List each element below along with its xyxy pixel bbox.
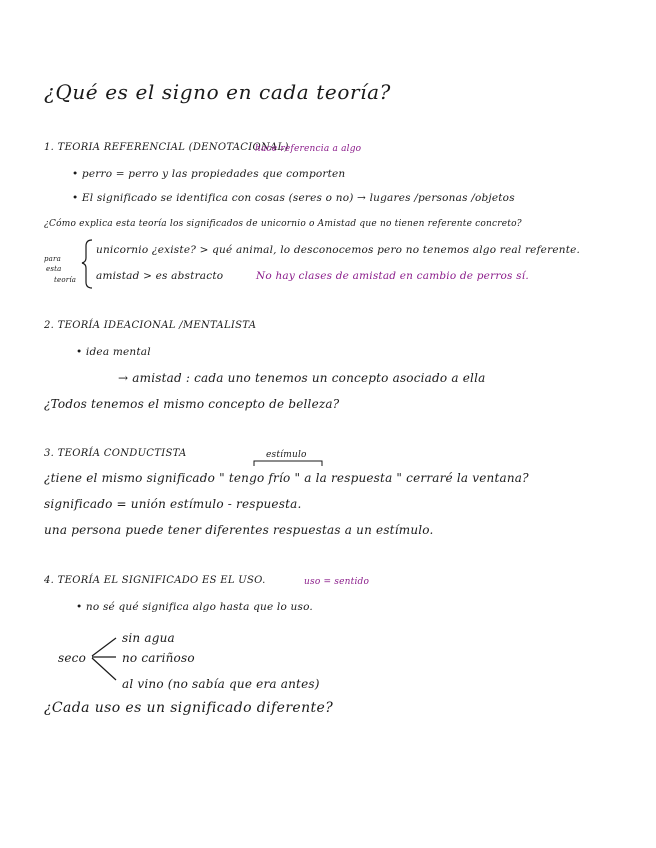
section-2-bullet-1: • idea mental [76, 346, 151, 358]
section-1-bullet-2: • El significado se identifica con cosas (seres o no) → lugares /personas /objetos [72, 192, 515, 204]
section-2-question: ¿Todos tenemos el mismo concepto de belleza? [44, 397, 340, 411]
section-4-bullet-1: • no sé qué significa algo hasta que lo uso. [76, 601, 313, 613]
section-3-heading: 3. TEORÍA CONDUCTISTA [44, 448, 187, 459]
branch-1: sin agua [122, 631, 175, 645]
section-3-line-2: significado = unión estímulo - respuesta. [44, 497, 302, 511]
section-4-question: ¿Cada uso es un significado diferente? [44, 700, 334, 716]
section-3-line-1: ¿tiene el mismo significado " tengo frío " a la respuesta " cerraré la ventana? [44, 471, 529, 485]
section-2-arrow-line: → amistad : cada uno tenemos un concepto asociado a ella [118, 371, 486, 385]
section-4-heading: 4. TEORÍA EL SIGNIFICADO ES EL USO. [44, 575, 266, 586]
curly-bracket-icon [82, 240, 92, 288]
branch-line-3 [92, 658, 116, 680]
section-1-heading: 1. TEORIA REFERENCIAL (DENOTACIONAL) [44, 142, 289, 153]
section-1-response-1: unicornio ¿existe? > qué animal, lo desconocemos pero no tenemos algo real referente. [96, 244, 581, 256]
side-label-3: teoría [54, 276, 77, 284]
side-label-2: esta [46, 265, 62, 273]
section-1-note: hace referencia a algo [255, 144, 362, 154]
branch-line-1 [92, 638, 116, 656]
section-2-heading: 2. TEORÍA IDEACIONAL /MENTALISTA [44, 320, 257, 331]
section-1-question: ¿Cómo explica esta teoría los significados de unicornio o Amistad que no tienen referente concreto? [44, 219, 522, 229]
section-3-line-3: una persona puede tener diferentes respuestas a un estímulo. [44, 523, 434, 537]
seco-root: seco [58, 651, 87, 665]
section-1-response-2-note: No hay clases de amistad en cambio de perros sí. [256, 270, 529, 282]
side-label-1: para [44, 255, 61, 263]
overbrace-icon [254, 461, 322, 466]
section-1-response-2: amistad > es abstracto [96, 270, 224, 282]
section-1-bullet-1: • perro = perro y las propiedades que comporten [72, 168, 346, 180]
branch-2: no cariñoso [122, 651, 195, 665]
section-4-note: uso = sentido [304, 577, 370, 587]
page-title: ¿Qué es el signo en cada teoría? [44, 80, 391, 104]
stimulus-label: estímulo [266, 450, 307, 460]
branch-3: al vino (no sabía que era antes) [122, 677, 320, 691]
